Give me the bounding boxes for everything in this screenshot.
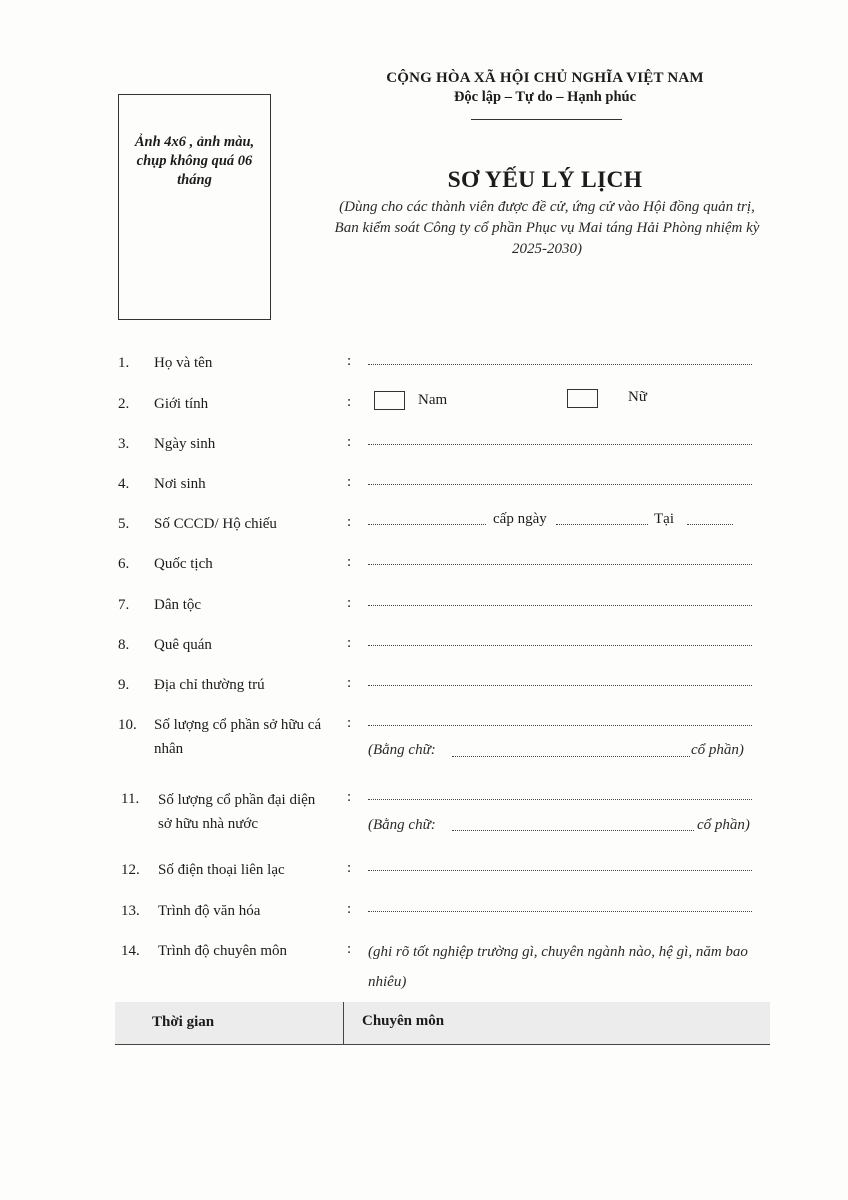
field-label-permanent-address: Địa chỉ thường trú — [154, 677, 265, 693]
nationality-field[interactable] — [368, 564, 752, 565]
issued-date-label: cấp ngày — [493, 511, 547, 527]
field-label-phone: Số điện thoại liên lạc — [158, 862, 285, 878]
document-subtitle: (Dùng cho các thành viên được đề cử, ứng cử vào Hội đồng quản trị, Ban kiểm soát Công ty cổ phần Phục vụ Mai táng Hải Phòng nhiệm kỳ 2025-2030) — [334, 199, 760, 257]
in-words-suffix: cổ phần) — [691, 742, 744, 758]
state-shares-field[interactable] — [368, 799, 752, 800]
national-motto: Độc lập – Tự do – Hạnh phúc — [453, 89, 637, 105]
field-label-date-of-birth: Ngày sinh — [154, 436, 216, 452]
field-colon: : — [347, 635, 352, 651]
phone-field[interactable] — [368, 870, 752, 871]
education-instruction: (ghi rõ tốt nghiệp trường gì, chuyên ngành nào, hệ gì, năm bao nhiêu) — [368, 944, 748, 990]
date-of-birth-field[interactable] — [368, 444, 752, 445]
photo-caption: Ảnh 4x6 , ảnh màu, chụp không quá 06 tháng — [134, 134, 255, 188]
in-words-suffix: cổ phần) — [697, 817, 750, 833]
field-number: 3. — [118, 436, 130, 452]
in-words-prefix: (Bằng chữ: — [368, 817, 436, 833]
personal-shares-field[interactable] — [368, 725, 752, 726]
field-number: 14. — [121, 943, 140, 959]
field-number: 1. — [118, 355, 130, 371]
field-label-hometown: Quê quán — [154, 637, 212, 653]
photo-placeholder[interactable] — [118, 94, 271, 320]
field-label-full-name: Họ và tên — [154, 355, 213, 371]
field-label-place-of-birth: Nơi sinh — [154, 476, 206, 492]
field-colon: : — [347, 595, 352, 611]
hometown-field[interactable] — [368, 645, 752, 646]
field-number: 12. — [121, 862, 140, 878]
field-colon: : — [347, 353, 352, 369]
female-label: Nữ — [628, 389, 647, 405]
column-header-time: Thời gian — [152, 1014, 215, 1030]
field-colon: : — [347, 715, 352, 731]
field-colon: : — [347, 941, 352, 957]
document-title: SƠ YẾU LÝ LỊCH — [447, 167, 643, 193]
issued-date-field[interactable] — [556, 524, 648, 525]
permanent-address-field[interactable] — [368, 685, 752, 686]
field-colon: : — [347, 860, 352, 876]
education-field[interactable] — [368, 911, 752, 912]
field-number: 13. — [121, 903, 140, 919]
nation-name: CỘNG HÒA XÃ HỘI CHỦ NGHĨA VIỆT NAM — [386, 70, 704, 86]
field-number: 2. — [118, 396, 130, 412]
field-colon: : — [347, 394, 352, 410]
field-colon: : — [347, 474, 352, 490]
field-number: 11. — [121, 791, 140, 807]
field-label-ethnicity: Dân tộc — [154, 597, 202, 613]
field-number: 6. — [118, 556, 130, 572]
state-shares-in-words-field[interactable] — [452, 830, 694, 831]
in-words-prefix: (Bằng chữ: — [368, 742, 436, 758]
field-label-nationality: Quốc tịch — [154, 556, 213, 572]
place-of-birth-field[interactable] — [368, 484, 752, 485]
male-label: Nam — [418, 392, 448, 408]
qualification-table-header — [115, 1002, 770, 1045]
field-number: 5. — [118, 516, 130, 532]
field-colon: : — [347, 789, 352, 805]
field-number: 7. — [118, 597, 130, 613]
personal-shares-in-words-field[interactable] — [452, 756, 690, 757]
issued-place-label: Tại — [654, 511, 674, 527]
field-number: 10. — [118, 717, 137, 733]
motto-underline — [471, 119, 622, 120]
ethnicity-field[interactable] — [368, 605, 752, 606]
field-label-state-shares: Số lượng cổ phần đại diện sở hữu nhà nước — [158, 792, 316, 832]
field-number: 9. — [118, 677, 130, 693]
field-colon: : — [347, 675, 352, 691]
male-checkbox[interactable] — [374, 391, 405, 410]
field-colon: : — [347, 434, 352, 450]
field-label-personal-shares: Số lượng cổ phần sở hữu cá nhân — [154, 717, 322, 757]
field-number: 8. — [118, 637, 130, 653]
female-checkbox[interactable] — [567, 389, 598, 408]
field-colon: : — [347, 554, 352, 570]
full-name-field[interactable] — [368, 364, 752, 365]
id-number-field[interactable] — [368, 524, 486, 525]
field-colon: : — [347, 901, 352, 917]
column-divider — [343, 1002, 344, 1044]
field-label-gender: Giới tính — [154, 396, 209, 412]
column-header-specialty: Chuyên môn — [362, 1013, 445, 1029]
issued-place-field[interactable] — [687, 524, 733, 525]
field-label-id-number: Số CCCD/ Hộ chiếu — [154, 516, 277, 532]
field-number: 4. — [118, 476, 130, 492]
field-label-education: Trình độ văn hóa — [158, 903, 261, 919]
field-colon: : — [347, 514, 352, 530]
field-label-professional-qualification: Trình độ chuyên môn — [158, 943, 288, 959]
